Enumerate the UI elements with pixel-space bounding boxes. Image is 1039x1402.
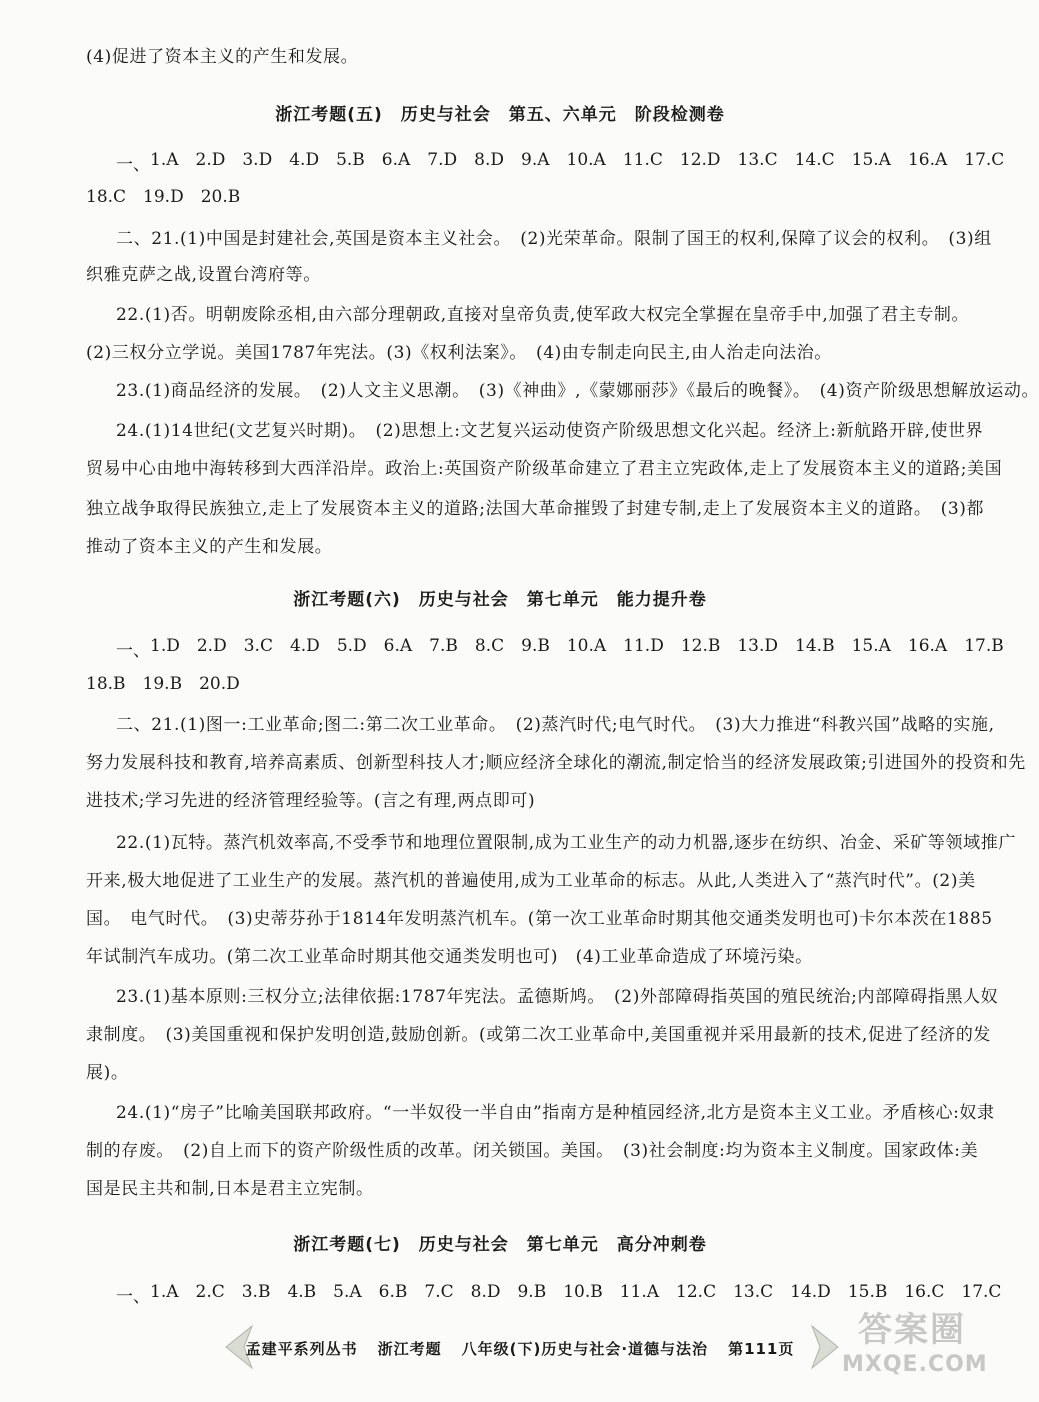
text-line: 23.(1)基本原则:三权分立;法律依据:1787年宪法。孟德斯鸠。 (2)外部障碍指英国的殖民统治;内部障碍指黑人奴: [116, 987, 999, 1007]
answer: 18.C: [86, 187, 127, 207]
mc-answers-row1: [116, 150, 1005, 175]
answer: 7.C: [424, 1282, 454, 1302]
section-title-6: 浙江考题(六) 历史与社会 第七单元 能力提升卷: [293, 590, 707, 610]
footer-page-number: 第111页: [728, 1339, 795, 1358]
answer: 12.D: [679, 150, 721, 170]
answer: 11.C: [622, 150, 663, 170]
answer: 4.D: [289, 636, 320, 656]
answer: 6.A: [381, 150, 411, 170]
answer: 4.D: [289, 150, 320, 170]
answer: 5.D: [336, 636, 367, 656]
answer: 12.C: [676, 1282, 717, 1302]
watermark-logo: 答案圈: [858, 1310, 966, 1350]
page-footer: [220, 1330, 820, 1366]
answer: 6.B: [378, 1282, 408, 1302]
text-line: 国。 电气时代。 (3)史蒂芬孙于1814年发明蒸汽机车。(第一次工业革命时期其他交通类发明也可)卡尔本茨在1885: [86, 909, 993, 929]
answer: 2.C: [195, 1282, 225, 1302]
mc-answers-row1: [116, 1282, 1002, 1307]
answer: 16.A: [907, 636, 948, 656]
text-line: 推动了资本主义的产生和发展。: [86, 537, 333, 557]
answer: 9.B: [521, 636, 550, 656]
text-line: 隶制度。 (3)美国重视和保护发明创造,鼓励创新。(或第二次工业革命中,美国重视并采用最新的技术,促进了经济的发: [86, 1025, 992, 1045]
text-line: 贸易中心由地中海转移到大西洋沿岸。政治上:英国资产阶级革命建立了君主立宪政体,走上了发展资本主义的道路;美国: [86, 459, 1003, 479]
answer: 10.A: [566, 150, 606, 170]
text-line: 展)。: [86, 1063, 129, 1083]
answer: 8.D: [474, 150, 505, 170]
mc-answers-row2: [86, 187, 946, 207]
answer: 14.B: [795, 636, 835, 656]
text-line: 进技术;学习先进的经济管理经验等。(言之有理,两点即可): [86, 791, 536, 811]
answer: 17.B: [964, 636, 1004, 656]
answer: 18.B: [86, 674, 126, 694]
text-line: 开来,极大地促进了工业生产的发展。蒸汽机的普遍使用,成为工业革命的标志。从此,人类进入了“蒸汽时代”。(2)美: [86, 871, 976, 891]
mc-prefix: 一、: [116, 641, 150, 661]
answer: 16.C: [904, 1282, 945, 1302]
answer: 8.C: [474, 636, 505, 656]
answer: 5.B: [336, 150, 365, 170]
answer: 9.A: [521, 150, 550, 170]
answer: 14.C: [794, 150, 835, 170]
answer: 10.A: [566, 636, 607, 656]
answer: 13.D: [737, 636, 779, 656]
answer: 19.B: [142, 674, 183, 694]
answer: 13.C: [733, 1282, 774, 1302]
answer: 4.B: [287, 1282, 317, 1302]
answer: 17.C: [964, 150, 1005, 170]
answer: 5.A: [333, 1282, 362, 1302]
answer: 16.A: [907, 150, 948, 170]
text-line: (2)三权分立学说。美国1787年宪法。(3)《权利法案》。 (4)由专制走向民主,由人治走向法治。: [86, 343, 832, 363]
answer: 12.B: [680, 636, 721, 656]
text-line: 织雅克萨之战,设置台湾府等。: [86, 265, 321, 285]
answer: 7.B: [429, 636, 458, 656]
text-line: 22.(1)否。明朝废除丞相,由六部分理朝政,直接对皇帝负责,使军政大权完全掌握在皇帝手中,加强了君主专制。: [116, 305, 970, 325]
answer: 13.C: [737, 150, 778, 170]
answer: 20.D: [199, 674, 240, 694]
text-line: 年试制汽车成功。(第二次工业革命时期其他交通类发明也可) (4)工业革命造成了环境污染。: [86, 947, 813, 967]
watermark: [842, 1308, 988, 1394]
mc-prefix: 一、: [116, 155, 150, 175]
text-line: 二、21.(1)中国是封建社会,英国是资本主义社会。 (2)光荣革命。限制了国王的权利,保障了议会的权利。 (3)组: [116, 229, 992, 249]
answer: 9.B: [517, 1282, 547, 1302]
answer: 3.C: [243, 636, 273, 656]
answer: 15.A: [851, 636, 891, 656]
answer: 11.D: [623, 636, 664, 656]
answer: 14.D: [790, 1282, 831, 1302]
answer: 10.B: [563, 1282, 603, 1302]
answer: 7.D: [427, 150, 458, 170]
text-line: (4)促进了资本主义的产生和发展。: [86, 47, 359, 67]
text-line: 23.(1)商品经济的发展。 (2)人文主义思潮。 (3)《神曲》,《蒙娜丽莎》《最后的晚餐》。 (4)资产阶级思想解放运动。: [116, 381, 1039, 401]
mc-prefix: 一、: [116, 1287, 150, 1307]
text-line: 制的存废。 (2)自上而下的资产阶级性质的改革。闭关锁国。美国。 (3)社会制度:均为资本主义制度。国家政体:美: [86, 1141, 979, 1161]
text-line: 二、21.(1)图一:工业革命;图二:第二次工业革命。 (2)蒸汽时代;电气时代。 (3)大力推进“科教兴国”战略的实施,: [116, 715, 995, 735]
chevron-right-icon: [806, 1324, 846, 1370]
answer: 2.D: [196, 636, 227, 656]
mc-answers-row2: [86, 674, 946, 694]
watermark-site: MXQE.COM: [842, 1352, 988, 1377]
text-line: 独立战争取得民族独立,走上了发展资本主义的道路;法国大革命摧毁了封建专制,走上了发展资本主义的道路。 (3)都: [86, 499, 985, 519]
section-title-5: 浙江考题(五) 历史与社会 第五、六单元 阶段检测卷: [275, 105, 725, 125]
mc-answers-row1: [116, 636, 1004, 661]
answer: 20.B: [200, 187, 241, 207]
answer: 15.B: [847, 1282, 888, 1302]
answer: 3.D: [242, 150, 273, 170]
footer-series: 孟建平系列丛书: [245, 1339, 358, 1358]
text-line: 努力发展科技和教育,培养高素质、创新型科技人才;顺应经济全球化的潮流,制定恰当的经济发展政策;引进国外的投资和先: [86, 753, 1026, 773]
answer: 8.D: [470, 1282, 501, 1302]
text-line: 国是民主共和制,日本是君主立宪制。: [86, 1179, 374, 1199]
text-line: 24.(1)14世纪(文艺复兴时期)。 (2)思想上:文艺复兴运动使资产阶级思想文化兴起。经济上:新航路开辟,使世界: [116, 421, 984, 441]
answer: 6.A: [383, 636, 413, 656]
text-line: 22.(1)瓦特。蒸汽机效率高,不受季节和地理位置限制,成为工业生产的动力机器,逐步在纺织、冶金、采矿等领域推广: [116, 833, 1016, 853]
text-line: 24.(1)“房子”比喻美国联邦政府。“一半奴役一半自由”指南方是种植园经济,北方是资本主义工业。矛盾核心:奴隶: [116, 1103, 995, 1123]
answer: 19.D: [143, 187, 184, 207]
answer: 2.D: [195, 150, 226, 170]
section-title-7: 浙江考题(七) 历史与社会 第七单元 高分冲刺卷: [293, 1235, 707, 1255]
footer-book: 浙江考题: [377, 1339, 442, 1358]
answer: 3.B: [241, 1282, 271, 1302]
answer: 1.A: [150, 1282, 179, 1302]
answer: 11.A: [619, 1282, 660, 1302]
answer: 1.D: [150, 636, 180, 656]
answer: 1.A: [150, 150, 179, 170]
footer-grade: 八年级(下)历史与社会·道德与法治: [461, 1339, 709, 1358]
answer: 17.C: [961, 1282, 1002, 1302]
answer: 15.A: [851, 150, 891, 170]
